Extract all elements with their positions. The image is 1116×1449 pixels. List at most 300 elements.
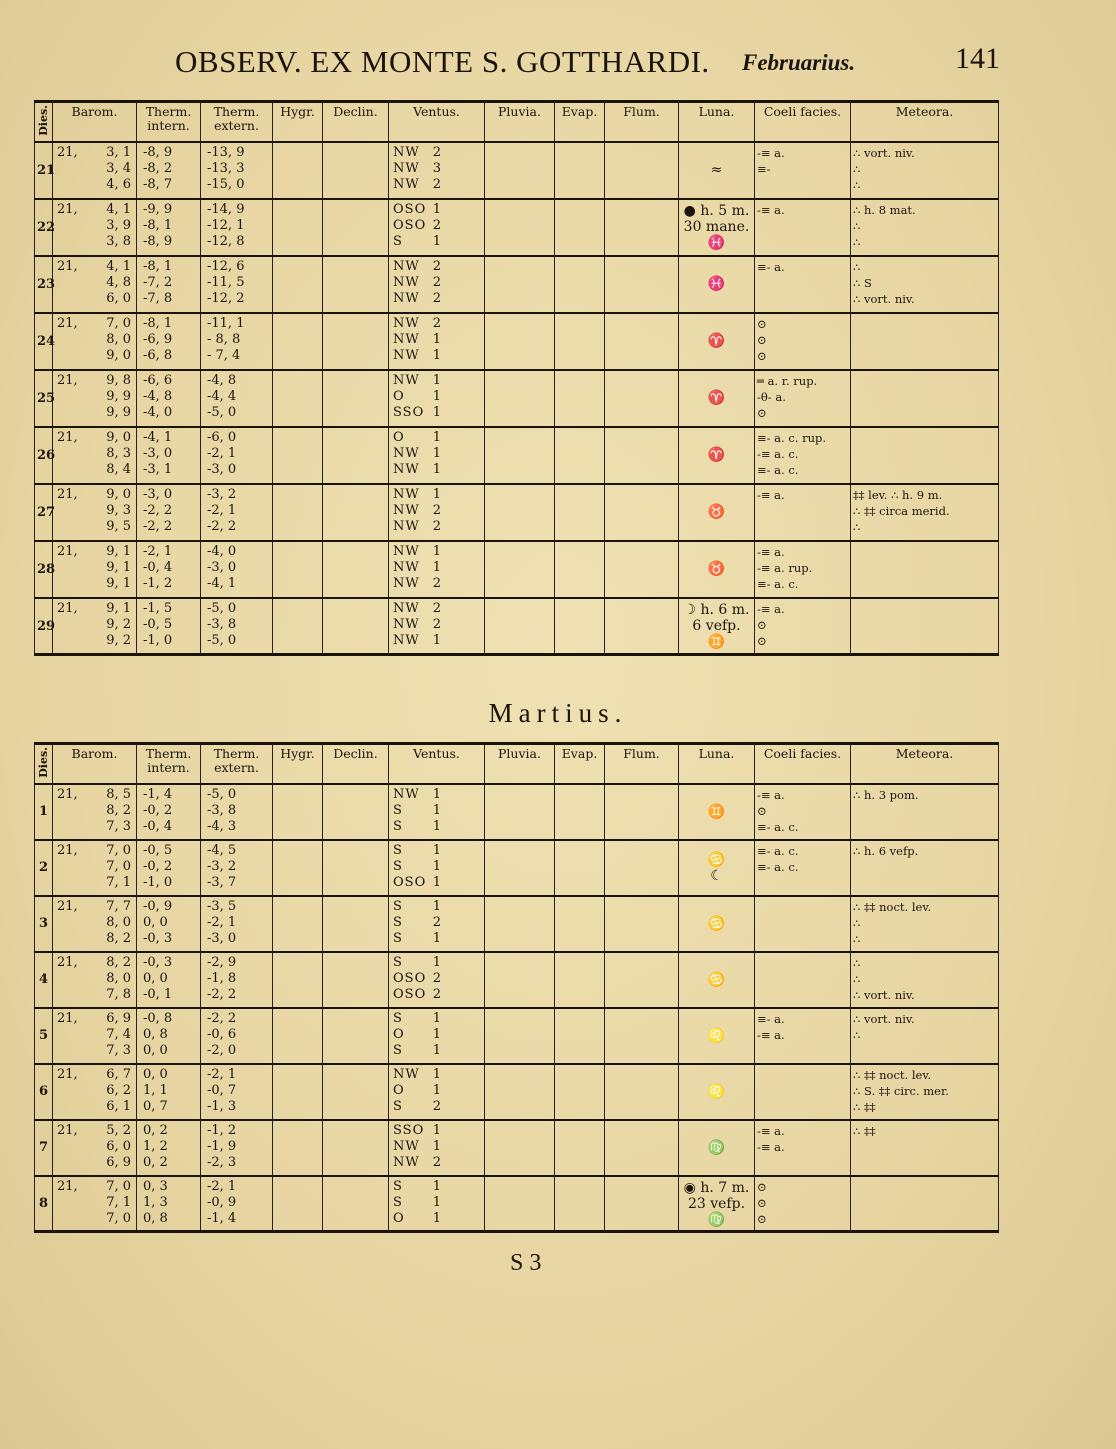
flumen-cell (605, 142, 679, 199)
meteora-cell (851, 952, 999, 1008)
sky-condition (757, 542, 848, 592)
page-number: 141 (955, 42, 1000, 75)
wind-force: 2 (432, 144, 442, 160)
sky-cell (755, 952, 851, 1008)
meteora-cell (851, 598, 999, 655)
meteora-note-line: ∴ (853, 234, 861, 249)
evaporation-cell (555, 784, 605, 840)
day-number: 2 (35, 840, 53, 896)
thermometer-intern-line: -0, 8 (143, 1010, 173, 1026)
wind-direction: S (393, 914, 403, 930)
meteora-note-line: ∴ h. 8 mat. (853, 202, 916, 217)
wind-line (391, 218, 482, 234)
wind-line (391, 446, 482, 462)
thermometer-intern-cell (137, 484, 201, 541)
wind-line (391, 819, 482, 835)
sky-condition (757, 1177, 848, 1227)
march-row (35, 952, 999, 1008)
declination-cell (323, 370, 389, 427)
wind-direction: NW (393, 461, 420, 477)
thermometer-extern-line: -4, 8 (207, 372, 237, 388)
wind-force: 1 (432, 930, 442, 946)
wind-direction: NW (393, 347, 420, 363)
sky-condition (757, 897, 848, 899)
thermometer-intern (139, 542, 198, 592)
sky-condition (757, 841, 848, 875)
flumen-cell (605, 370, 679, 427)
wind-line (391, 405, 482, 421)
pluvia-cell (485, 541, 555, 598)
thermometer-intern-line: -7, 8 (143, 290, 173, 306)
flumen-cell (605, 1064, 679, 1120)
meteora-note (853, 143, 996, 193)
thermometer-intern (139, 841, 198, 891)
thermometer-intern (139, 257, 198, 307)
thermometer-extern-cell (201, 840, 273, 896)
wind-cell (389, 784, 485, 840)
meteora-cell (851, 1176, 999, 1232)
wind-line (391, 787, 482, 803)
thermometer-intern-cell (137, 1120, 201, 1176)
thermometer-intern (139, 1009, 198, 1059)
wind-force: 1 (432, 818, 442, 834)
thermometer-extern-line: -5, 0 (207, 600, 237, 616)
sky-condition-line: -≡ a. rup. (757, 560, 813, 575)
hygrometer-cell (273, 840, 323, 896)
meteora-note (853, 1065, 996, 1115)
moon-cell (679, 1008, 755, 1064)
barometer-cell (53, 256, 137, 313)
meteora-note-line: ∴ ‡‡ noct. lev. (853, 899, 932, 914)
hygrometer-cell (273, 896, 323, 952)
thermometer-intern-cell (137, 370, 201, 427)
column-header-evap: Evap. (555, 102, 605, 142)
column-header-therm-extern: Therm. extern. (201, 102, 273, 142)
thermometer-extern-cell (201, 142, 273, 199)
sky-condition (757, 371, 848, 421)
sky-cell (755, 427, 851, 484)
sky-condition-line: ⊙ (757, 405, 767, 420)
declination-cell (323, 313, 389, 370)
thermometer-intern-line: -2, 2 (143, 502, 173, 518)
wind-force: 2 (432, 914, 442, 930)
wind-values (391, 897, 482, 947)
wind-force: 1 (432, 1178, 442, 1194)
meteora-cell (851, 541, 999, 598)
wind-force: 1 (432, 898, 442, 914)
thermometer-extern-cell (201, 484, 273, 541)
barometer-line (55, 1067, 134, 1083)
moon-cell (679, 1120, 755, 1176)
thermometer-extern (203, 542, 270, 592)
wind-values (391, 257, 482, 307)
meteora-note (853, 542, 996, 544)
thermometer-intern-line: -0, 3 (143, 930, 173, 946)
thermometer-extern-cell (201, 427, 273, 484)
meteora-note-line: ∴ vort. niv. (853, 291, 915, 306)
wind-direction: S (393, 1178, 403, 1194)
hygrometer-cell (273, 199, 323, 256)
march-row (35, 1064, 999, 1120)
moon-cell (679, 313, 755, 370)
wind-direction: NW (393, 176, 420, 192)
barometer-line (55, 373, 134, 389)
wind-direction: S (393, 1194, 403, 1210)
moon-line: ♊ (707, 803, 726, 820)
barometer-values (55, 485, 134, 535)
meteora-cell (851, 1120, 999, 1176)
barometer-line: 6, 9 (106, 1154, 131, 1170)
sky-cell (755, 598, 851, 655)
thermometer-extern (203, 785, 270, 835)
thermometer-extern-line: -4, 1 (207, 575, 237, 591)
day-number: 5 (35, 1008, 53, 1064)
meteora-note-line: ‡‡ lev. ∴ h. 9 m. (853, 487, 943, 502)
sky-condition-line: ≡- (757, 161, 771, 176)
thermometer-intern-line: -1, 2 (143, 575, 173, 591)
thermometer-intern-cell (137, 1176, 201, 1232)
wind-line (391, 560, 482, 576)
wind-values (391, 1065, 482, 1115)
barometer-line: 3, 4 (106, 160, 131, 176)
moon-line: ♍ (707, 1139, 726, 1156)
flumen-cell (605, 784, 679, 840)
sky-condition-line: ⊙ (757, 1195, 767, 1210)
thermometer-extern-line: -1, 3 (207, 1098, 237, 1114)
thermometer-extern (203, 314, 270, 364)
wind-values (391, 953, 482, 1003)
moon-line: ♉ (707, 504, 726, 521)
wind-force: 1 (432, 388, 442, 404)
wind-cell (389, 1176, 485, 1232)
thermometer-intern-cell (137, 427, 201, 484)
wind-force: 1 (432, 1042, 442, 1058)
barometer-line: 8, 0 (106, 331, 131, 347)
wind-direction: S (393, 818, 403, 834)
thermometer-extern-line: -1, 8 (207, 970, 237, 986)
barometer-base: 21, (57, 600, 78, 616)
thermometer-intern-line: 0, 0 (143, 914, 168, 930)
meteora-note-line: ∴ S. ‡‡ circ. mer. (853, 1083, 949, 1098)
thermometer-extern-line: -4, 0 (207, 543, 237, 559)
wind-force: 2 (432, 970, 442, 986)
barometer-line: 9, 9 (106, 404, 131, 420)
flumen-cell (605, 256, 679, 313)
thermometer-intern-cell (137, 598, 201, 655)
wind-direction: NW (393, 518, 420, 534)
flumen-cell (605, 1008, 679, 1064)
martius-heading: Martius. (488, 698, 628, 728)
meteora-cell (851, 896, 999, 952)
barometer-line: 7, 1 (106, 1194, 131, 1210)
flumen-cell (605, 840, 679, 896)
sky-cell (755, 256, 851, 313)
declination-cell (323, 1008, 389, 1064)
barometer-values (55, 1121, 134, 1171)
thermometer-extern-cell (201, 199, 273, 256)
march-row (35, 1176, 999, 1232)
moon-cell (679, 952, 755, 1008)
wind-direction: O (393, 1210, 405, 1226)
thermometer-intern-line: -6, 9 (143, 331, 173, 347)
thermometer-intern-line: -0, 2 (143, 858, 173, 874)
thermometer-extern-line: -2, 1 (207, 914, 237, 930)
barometer-line: 9, 2 (106, 616, 131, 632)
flumen-cell (605, 427, 679, 484)
barometer-line: 6, 1 (106, 1098, 131, 1114)
day-number: 25 (35, 370, 53, 427)
wind-direction: NW (393, 445, 420, 461)
sky-cell (755, 541, 851, 598)
thermometer-intern-line: -8, 1 (143, 258, 173, 274)
barometer-line: 6, 0 (106, 1138, 131, 1154)
wind-direction: NW (393, 559, 420, 575)
thermometer-extern (203, 1009, 270, 1059)
hygrometer-cell (273, 952, 323, 1008)
thermometer-intern-line: -7, 2 (143, 274, 173, 290)
thermometer-intern-line: -0, 9 (143, 898, 173, 914)
thermometer-extern-cell (201, 1064, 273, 1120)
barometer-reading: 7, 0 (106, 315, 131, 331)
wind-line (391, 316, 482, 332)
thermometer-intern (139, 599, 198, 649)
wind-direction: S (393, 1098, 403, 1114)
meteora-note (853, 1177, 996, 1179)
sky-condition-line: -≡ a. (757, 1123, 785, 1138)
meteora-note-line: ∴ (853, 955, 861, 970)
wind-force: 3 (432, 160, 442, 176)
moon-line: ♋ (707, 915, 726, 932)
thermometer-intern-cell (137, 313, 201, 370)
thermometer-intern-line: -8, 1 (143, 315, 173, 331)
wind-line (391, 275, 482, 291)
day-number: 1 (35, 784, 53, 840)
barometer-reading: 4, 1 (106, 258, 131, 274)
wind-line (391, 843, 482, 859)
wind-values (391, 1177, 482, 1227)
wind-direction: NW (393, 274, 420, 290)
wind-direction: NW (393, 600, 420, 616)
thermometer-intern-line: -3, 0 (143, 445, 173, 461)
wind-line (391, 1027, 482, 1043)
wind-direction: SSO (393, 1122, 425, 1138)
moon-cell (679, 370, 755, 427)
thermometer-extern-line: -6, 0 (207, 429, 237, 445)
moon-line: ♌ (707, 1027, 726, 1044)
meteora-cell (851, 142, 999, 199)
thermometer-extern (203, 841, 270, 891)
sky-cell (755, 313, 851, 370)
evaporation-cell (555, 1120, 605, 1176)
column-header-meteora: Meteora. (851, 102, 999, 142)
thermometer-intern-line: 1, 2 (143, 1138, 168, 1154)
wind-line (391, 899, 482, 915)
moon-line: ♋ (707, 851, 726, 868)
evaporation-cell (555, 484, 605, 541)
barometer-values (55, 953, 134, 1003)
wind-force: 1 (432, 1010, 442, 1026)
barometer-base: 21, (57, 486, 78, 502)
barometer-base: 21, (57, 429, 78, 445)
wind-direction: NW (393, 160, 420, 176)
barometer-values (55, 1065, 134, 1115)
thermometer-intern-cell (137, 142, 201, 199)
wind-force: 1 (432, 1138, 442, 1154)
wind-force: 2 (432, 176, 442, 192)
sky-cell (755, 1064, 851, 1120)
wind-force: 1 (432, 404, 442, 420)
barometer-line (55, 202, 134, 218)
thermometer-intern-line: 0, 3 (143, 1178, 168, 1194)
thermometer-extern-line: -2, 1 (207, 502, 237, 518)
barometer-reading: 9, 0 (106, 429, 131, 445)
sky-condition-line: ═ a. r. rup. (757, 373, 818, 388)
wind-cell (389, 541, 485, 598)
meteora-note (853, 485, 996, 535)
barometer-base: 21, (57, 842, 78, 858)
wind-values (391, 485, 482, 535)
wind-force: 1 (432, 559, 442, 575)
meteora-note (853, 953, 996, 1003)
meteora-note (853, 841, 996, 859)
barometer-line (55, 430, 134, 446)
declination-cell (323, 1120, 389, 1176)
wind-direction: S (393, 842, 403, 858)
wind-direction: SSO (393, 404, 425, 420)
wind-direction: NW (393, 575, 420, 591)
thermometer-intern-line: 1, 3 (143, 1194, 168, 1210)
wind-direction: S (393, 898, 403, 914)
thermometer-intern-cell (137, 199, 201, 256)
sky-cell (755, 784, 851, 840)
barometer-line: 3, 9 (106, 217, 131, 233)
meteora-note (853, 428, 996, 430)
wind-force: 2 (432, 315, 442, 331)
barometer-values (55, 200, 134, 250)
meteora-cell (851, 484, 999, 541)
february-row (35, 370, 999, 427)
wind-force: 1 (432, 486, 442, 502)
barometer-reading: 8, 5 (106, 786, 131, 802)
meteora-note-line: ∴ (853, 519, 861, 534)
sky-condition-line: ≡- a. c. (757, 843, 799, 858)
wind-cell (389, 256, 485, 313)
wind-force: 1 (432, 233, 442, 249)
meteora-note-line: ∴ vort. niv. (853, 987, 915, 1002)
evaporation-cell (555, 541, 605, 598)
moon-cell (679, 142, 755, 199)
meteora-note-line: ∴ h. 3 pom. (853, 787, 919, 802)
thermometer-extern-line: -2, 3 (207, 1154, 237, 1170)
meteora-note (853, 599, 996, 601)
day-number: 26 (35, 427, 53, 484)
sky-condition-line: -≡ a. (757, 787, 785, 802)
column-header-luna: Luna. (679, 102, 755, 142)
column-header-therm-intern: Therm. intern. (137, 102, 201, 142)
moon-cell (679, 427, 755, 484)
meteora-note-line: ∴ (853, 971, 861, 986)
sky-cell (755, 484, 851, 541)
wind-direction: NW (393, 1154, 420, 1170)
barometer-line: 4, 8 (106, 274, 131, 290)
sky-condition (757, 1065, 848, 1067)
sky-condition-line: ≡- a. c. (757, 859, 799, 874)
barometer-reading: 9, 0 (106, 486, 131, 502)
wind-line (391, 971, 482, 987)
sky-condition-line: -≡ a. (757, 145, 785, 160)
barometer-base: 21, (57, 144, 78, 160)
thermometer-extern (203, 428, 270, 478)
moon-cell (679, 1176, 755, 1232)
february-row (35, 598, 999, 655)
pluvia-cell (485, 598, 555, 655)
thermometer-intern-cell (137, 1008, 201, 1064)
wind-force: 2 (432, 502, 442, 518)
flumen-cell (605, 952, 679, 1008)
column-header-luna: Luna. (679, 744, 755, 784)
column-header-flum: Flum. (605, 102, 679, 142)
day-number: 21 (35, 142, 53, 199)
sky-condition-line: ≡- a. c. rup. (757, 430, 827, 445)
wind-direction: NW (393, 1066, 420, 1082)
thermometer-intern (139, 200, 198, 250)
wind-values (391, 785, 482, 835)
barometer-cell (53, 313, 137, 370)
wind-direction: OSO (393, 986, 427, 1002)
column-header-dies-label: Dies. (36, 105, 50, 136)
wind-direction: OSO (393, 217, 427, 233)
barometer-line: 7, 0 (106, 858, 131, 874)
barometer-base: 21, (57, 954, 78, 970)
thermometer-extern (203, 257, 270, 307)
hygrometer-cell (273, 427, 323, 484)
wind-cell (389, 896, 485, 952)
sky-condition (757, 200, 848, 218)
barometer-reading: 6, 9 (106, 1010, 131, 1026)
signature-mark: S 3 (510, 1250, 542, 1276)
pluvia-cell (485, 1064, 555, 1120)
wind-line (391, 1011, 482, 1027)
wind-values (391, 314, 482, 364)
barometer-cell (53, 1064, 137, 1120)
hygrometer-cell (273, 598, 323, 655)
evaporation-cell (555, 142, 605, 199)
declination-cell (323, 1064, 389, 1120)
barometer-reading: 7, 7 (106, 898, 131, 914)
thermometer-extern-cell (201, 952, 273, 1008)
sky-cell (755, 199, 851, 256)
evaporation-cell (555, 199, 605, 256)
meteora-cell (851, 1008, 999, 1064)
column-header-barom: Barom. (53, 102, 137, 142)
wind-values (391, 841, 482, 891)
wind-force: 2 (432, 600, 442, 616)
wind-force: 1 (432, 802, 442, 818)
evaporation-cell (555, 313, 605, 370)
thermometer-extern (203, 200, 270, 250)
wind-line (391, 633, 482, 649)
wind-line (391, 544, 482, 560)
barometer-values (55, 897, 134, 947)
barometer-line: 9, 3 (106, 502, 131, 518)
thermometer-extern-cell (201, 370, 273, 427)
column-header-pluvia: Pluvia. (485, 102, 555, 142)
wind-line (391, 177, 482, 193)
day-number: 8 (35, 1176, 53, 1232)
wind-line (391, 875, 482, 891)
march-header-row (35, 744, 999, 784)
thermometer-intern (139, 371, 198, 421)
